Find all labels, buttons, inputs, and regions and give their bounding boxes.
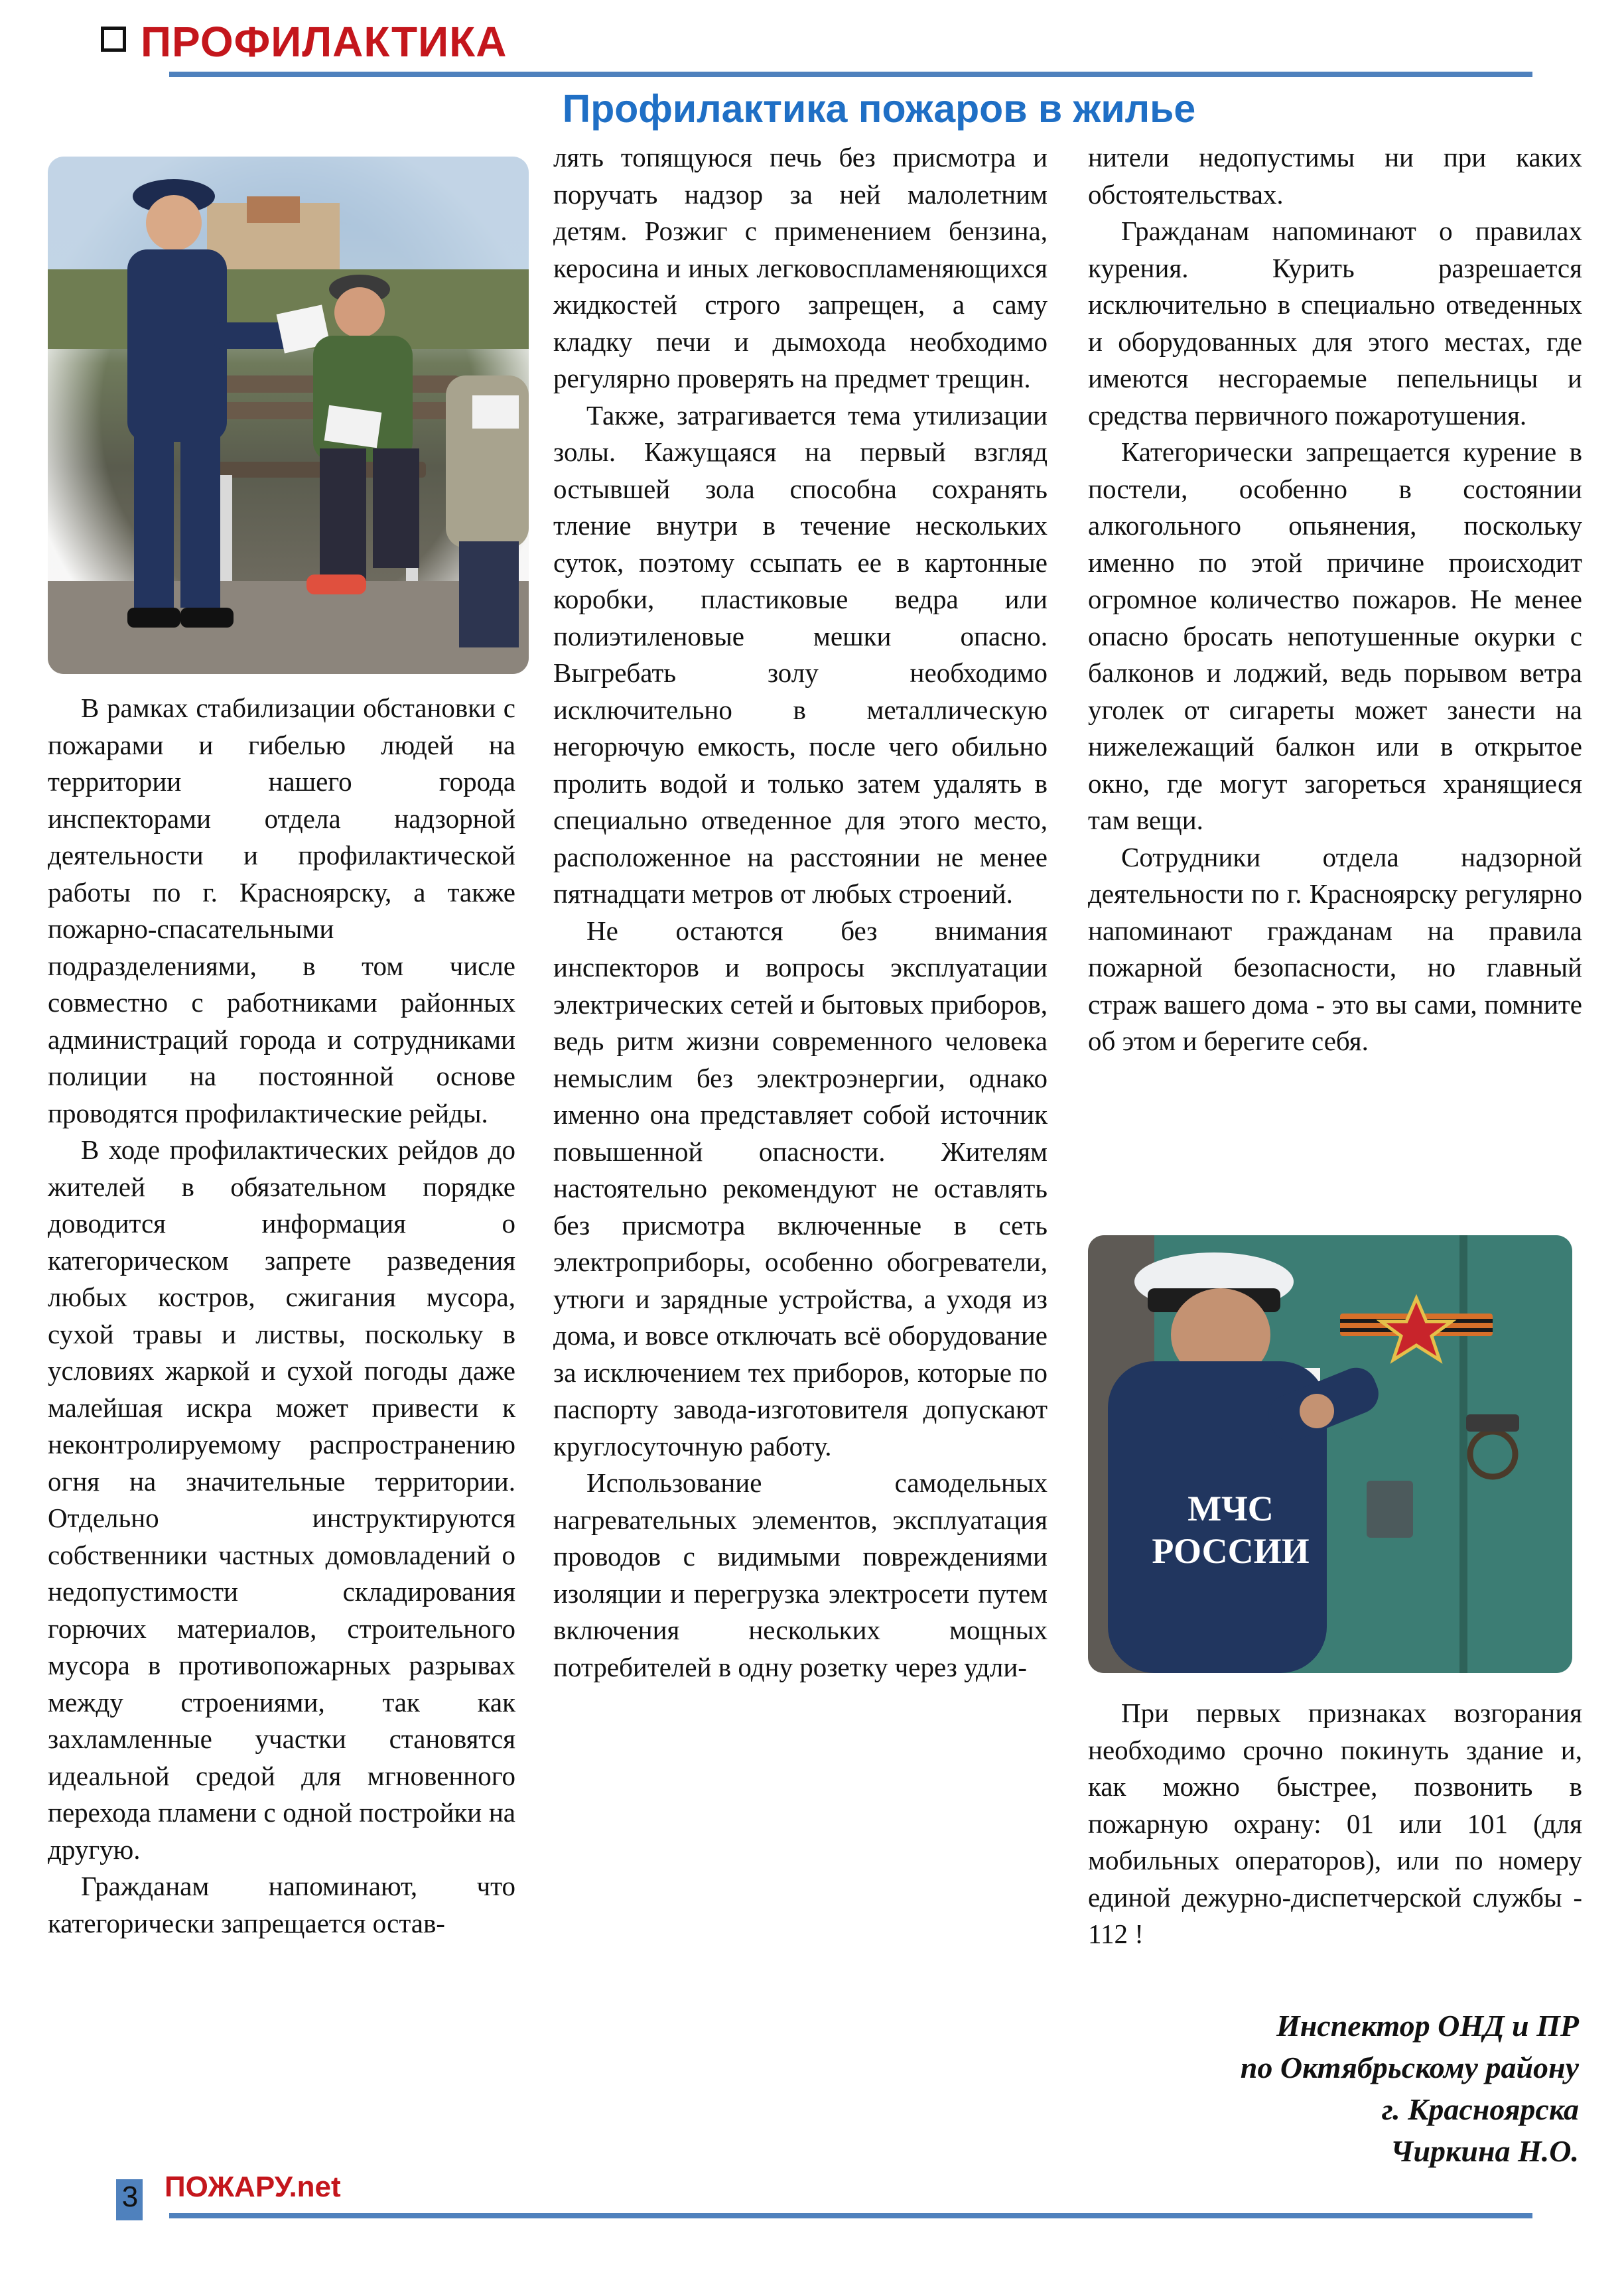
article-column-2: [553, 139, 1048, 1686]
signature-line: Инспектор ОНД и ПР: [1276, 2009, 1579, 2043]
section-checkbox-icon: [101, 27, 126, 52]
bottom-divider: [169, 2213, 1532, 2218]
photo-door-inspection: [1088, 1235, 1572, 1673]
signature-line: Чиркина Н.О.: [1390, 2134, 1579, 2168]
section-title: ПРОФИЛАКТИКА: [141, 18, 508, 66]
signature-line: г. Красноярска: [1381, 2092, 1579, 2126]
article-column-1: [48, 690, 515, 1942]
paragraph: Категорически запрещается курение в постели, особенно в состоянии алкогольного опьянения, поскольку именно по этой причине происходит огромное количество пожаров. Не менее опасно бросать непотушенные окурки с балконов и лоджий, ведь порывом ветра уголек от сигареты может занести на нижележащий балкон или в открытое окно, где могут загореться хранящиеся там вещи.: [1088, 437, 1582, 835]
paragraph: Также, затрагивается тема утилизации золы. Кажущаяся на первый взгляд остывшей зола способна сохранять тление внутри в течение нескольких суток, поэтому ссыпать ее в картонные коробки, пластиковые ведра или полиэтиленовые мешки опасно. Выгребать золу необходимо исключительно в металлическую негорючую емкость, после чего обильно пролить водой и только затем удалять в специально отведенное для этого место, расположенное на расстоянии не менее пятнадцати метров от любых строений.: [553, 399, 1048, 909]
photo-door-illustration: [1088, 1235, 1572, 1673]
paragraph: При первых признаках возгорания необходимо срочно покинуть здание и, как можно быстрее, позвонить в пожарную охрану: 01 или 101 (для мобильных операторов), или по номеру единой дежурно-диспетчерской службы - 112 !: [1088, 1698, 1582, 1949]
paragraph: Сотрудники отдела надзорной деятельности по г. Красноярску регулярно напоминают гражданам на правила пожарной безопасности, но главный страж вашего дома - это вы сами, помните об этом и берегите себя.: [1088, 841, 1582, 1056]
author-signature: [1088, 2005, 1579, 2172]
article-column-3-lower: [1088, 1695, 1582, 1953]
paragraph: Не остаются без внимания инспекторов и вопросы эксплуатации электрических сетей и бытовых приборов, ведь ритм жизни современного человека немыслим без электроэнергии, однако именно она представляет собой источник повышенной опасности. Жителям настоятельно рекомендуют не оставлять без присмотра включенные в сеть электроприборы, особенно обогреватели, утюги и зарядные устройства, а уходя из дома, и вовсе отключать всё оборудование за исключением тех приборов, которые по паспорту завода-изготовителя допускают круглосуточную работу.: [553, 915, 1048, 1461]
photo-inspection-raid: [48, 157, 529, 674]
top-divider: [169, 72, 1532, 77]
paragraph: В ходе профилактических рейдов до жителей в обязательном порядке доводится информация о категорическом запрете разведения любых костров, сжигания мусора, сухой травы и листвы, поскольку в условиях жаркой и сухой погоды даже малейшая искра может привести к неконтролируемому распространению огня на значительные территории. Отдельно инструктируются собственники частных домовладений о недопустимости складирования горючих материалов, строительного мусора в противопожарных разрывах между строениями, так как захламленные участки становятся идеальной средой для мгновенного перехода пламени с одной постройки на другую.: [48, 1134, 515, 1865]
photo-raid-illustration: [48, 157, 529, 674]
jacket-text-line-1: МЧС: [1187, 1489, 1274, 1528]
paragraph: Гражданам напоминают, что категорически запрещается остав-: [48, 1871, 515, 1938]
jacket-text-line-2: РОССИИ: [1152, 1531, 1310, 1571]
paragraph: Использование самодельных нагревательных элементов, эксплуатация проводов с видимыми повреждениями изоляции и перегрузка электросети путем включения нескольких мощных потребителей в одну розетку через удли-: [553, 1467, 1048, 1682]
paragraph: В рамках стабилизации обстановки с пожарами и гибелью людей на территории нашего города инспекторами отдела надзорной деятельности и профилактической работы по г. Красноярску, а также пожарно-спасательными подразделениями, в том числе совместно с работниками районных администраций города и сотрудниками полиции на постоянной основе проводятся профилактические рейды.: [48, 693, 515, 1128]
paragraph: нители недопустимы ни при каких обстоятельствах.: [1088, 142, 1582, 210]
page-number: 3: [121, 2181, 139, 2213]
brand-name: ПОЖАРУ.net: [165, 2171, 341, 2203]
paragraph: лять топящуюся печь без присмотра и поручать надзор за ней малолетним детям. Розжиг с применением бензина, керосина и иных легковоспламеняющихся жидкостей строго запрещен, а саму кладку печи и дымохода необходимо регулярно проверять на предмет трещин.: [553, 142, 1048, 393]
paragraph: Гражданам напоминают о правилах курения. Курить разрешается исключительно в специально отведенных и оборудованных для этого местах, где имеются несгораемые пепельницы и средства первичного пожаротушения.: [1088, 216, 1582, 431]
article-title: Профилактика пожаров в жилье: [562, 87, 1196, 131]
signature-line: по Октябрьскому району: [1240, 2051, 1579, 2084]
article-column-3: [1088, 139, 1582, 1060]
